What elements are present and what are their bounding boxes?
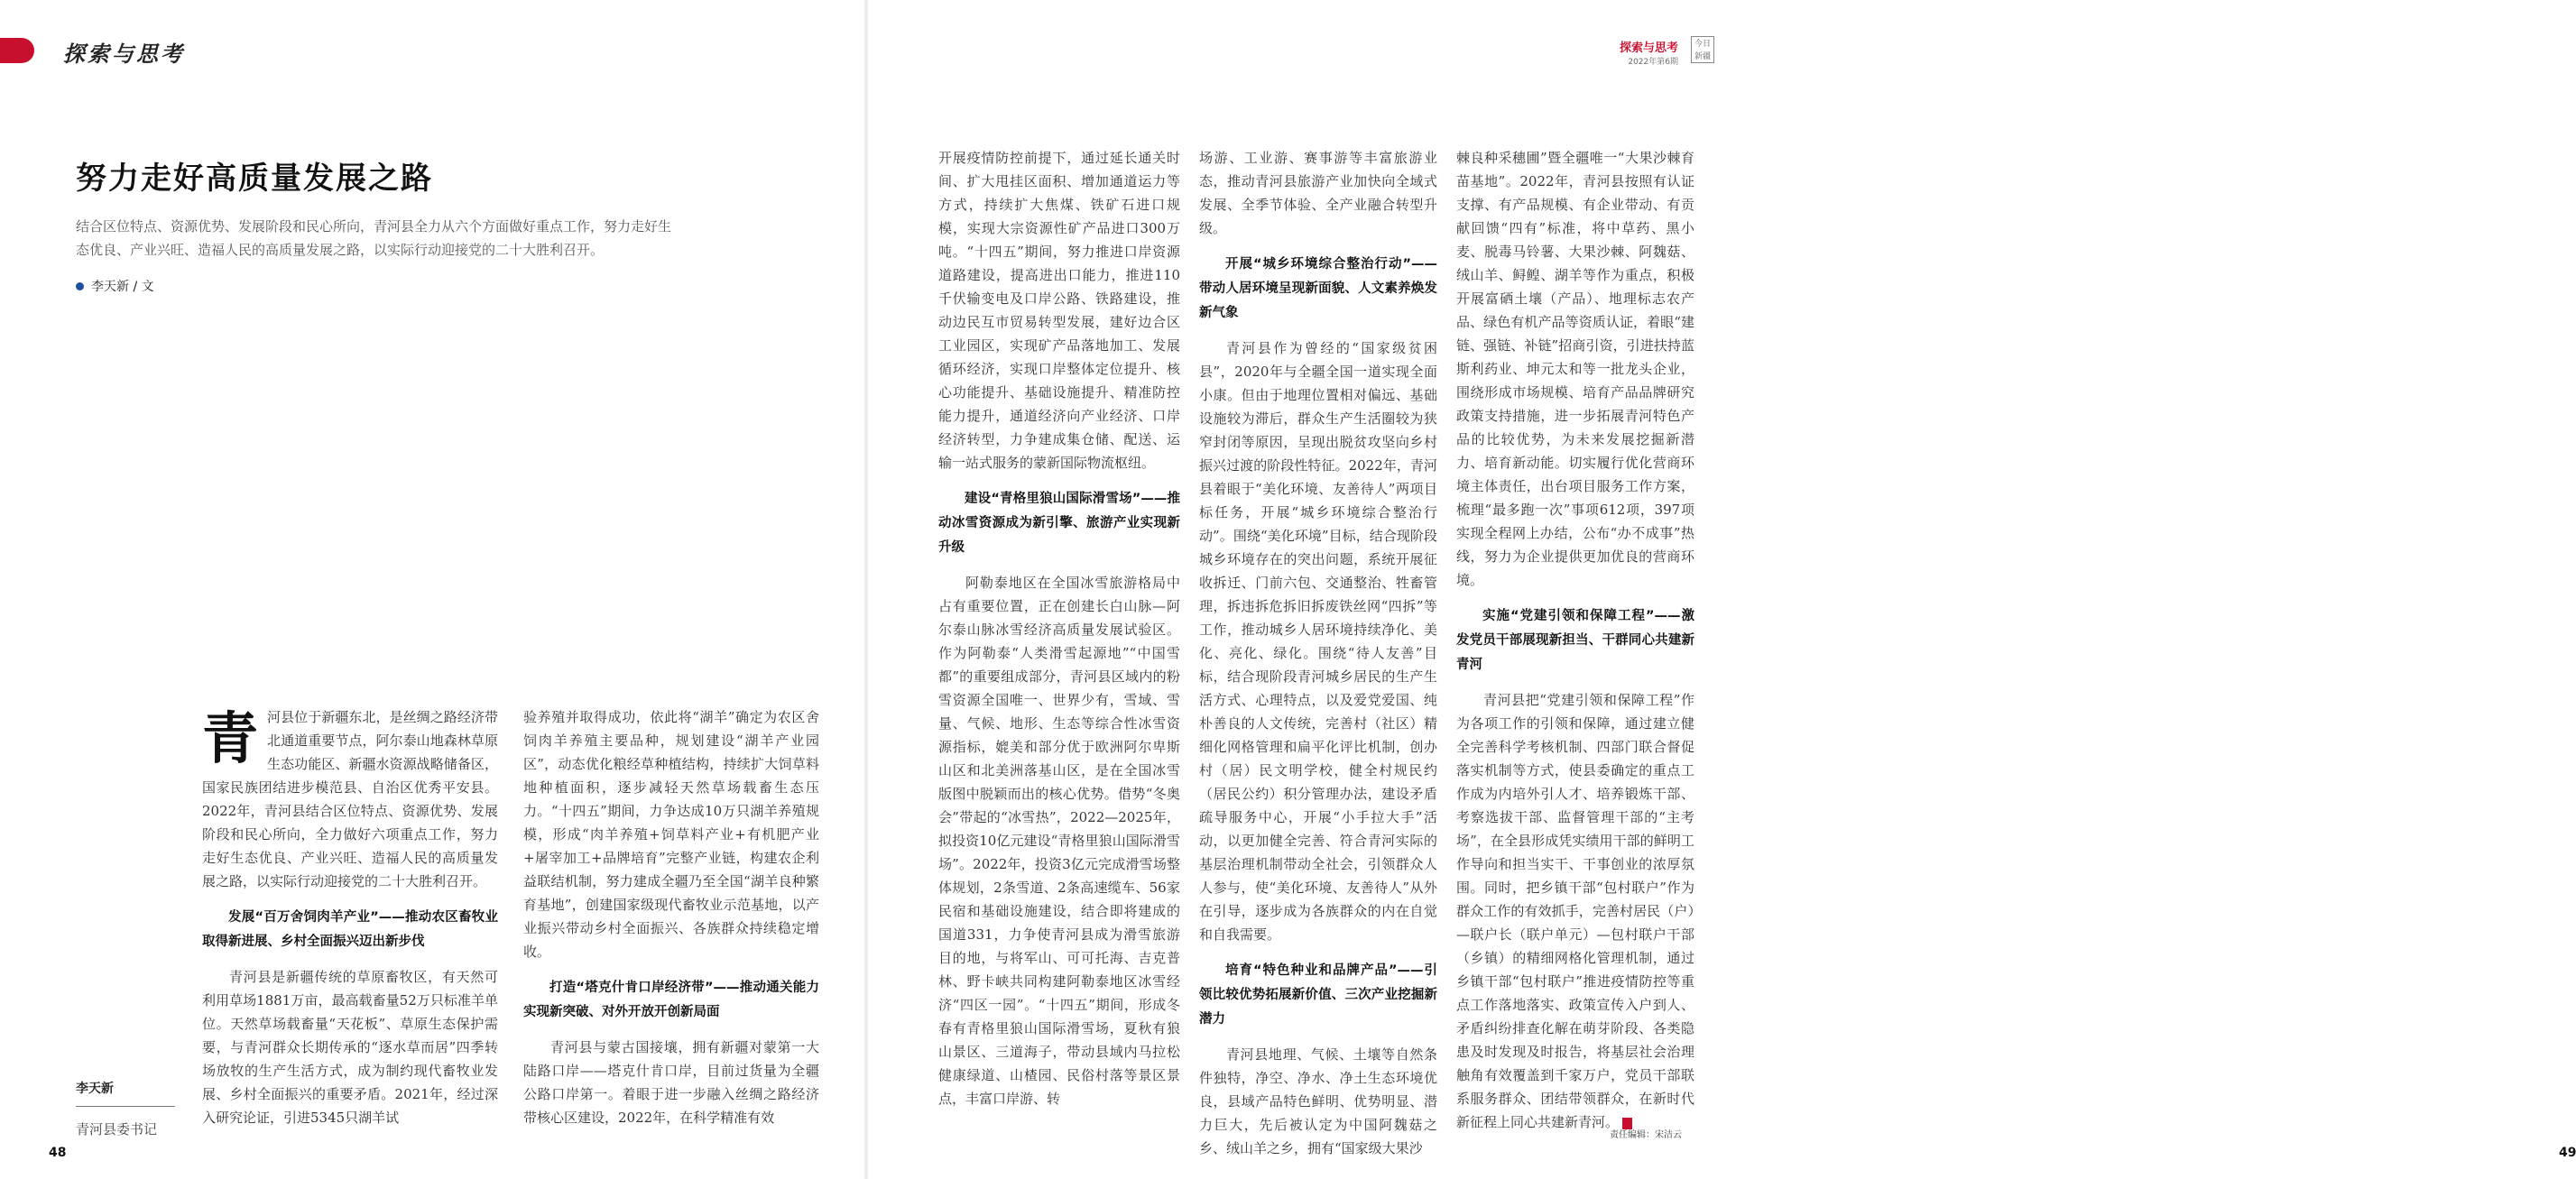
paragraph-2a: 青河县与蒙古国接壤，拥有新疆对蒙第一大陆路口岸——塔克什肯口岸，目前过货量为全疆公路口岸第一。着眼于进一步融入丝绸之路经济带核心区建设，2022年，在科学精准有效: [523, 1039, 819, 1126]
article-title: 努力走好高质量发展之路: [76, 161, 433, 197]
intro-text: 河县位于新疆东北，是丝绸之路经济带北通道重要节点，阿尔泰山地森林草原生态功能区、新疆水资源战略储备区，国家民族团结进步模范县、自治区优秀平安县。2022年，青河县结合区位特点、资源优势、发展阶段和民心所向，全力做好六项重点工作，努力走好生态优良、产业兴旺、造福人民的高质量发展之路，以实际行动迎接党的二十大胜利召开。: [202, 709, 498, 889]
page-number-right: 49: [2559, 1146, 2576, 1160]
editor-credit: 责任编辑：宋洁云: [1610, 1130, 1682, 1140]
page-number-left: 48: [49, 1146, 67, 1160]
byline: [76, 277, 154, 295]
author-role: 青河县委书记: [76, 1121, 158, 1138]
intro-paragraph: [202, 705, 498, 893]
paragraph-4: 青河县作为曾经的“国家级贫困县”，2020年与全疆全国一道实现全面小康。但由于地理位置相对偏远、基础设施较为滞后，群众生产生活圈较为狭窄封闭等原因，呈现出脱贫攻坚向乡村振兴过渡的阶段性特征。2022年，青河县着眼于“美化环境、友善待人”两项目标任务，开展“城乡环境综合整治行动”。围绕“美化环境”目标，结合现阶段城乡环境存在的突出问题，系统开展征收拆迁、门前六包、交通整治、牲畜管理，拆违拆危拆旧拆废铁丝网“四拆”等工作，推动城乡人居环境持续净化、美化、亮化、绿化。围绕“待人友善”目标，结合现阶段青河城乡居民的生产生活方式、心理特点，以及爱党爱国、纯朴善良的人文传统，完善村（社区）精细化网格管理和扁平化评比机制，创办村（居）民文明学校，健全村规民约（居民公约）积分管理办法，建设矛盾疏导服务中心，开展“小手拉大手”活动，以更加健全完善、符合青河实际的基层治理机制带动全社会，引领群众人人参与，使“美化环境、友善待人”从外在引导，逐步成为各族群众的内在自觉和自我需要。: [1199, 340, 1437, 943]
section-tab-marker: [0, 38, 34, 63]
subheading-2: 打造“塔克什肯口岸经济带”——推动通关能力实现新突破、对外开放开创新局面: [523, 981, 819, 1019]
column-right-1: [938, 146, 1180, 1110]
column-left-1: [202, 705, 498, 1129]
dropcap: 青: [202, 705, 259, 771]
paragraph-3b: 场游、工业游、赛事游等丰富旅游业态，推动青河县旅游产业加快向全域式发展、全季节体验、全产业融合转型升级。: [1199, 150, 1437, 236]
paragraph-6: [1456, 688, 1694, 1134]
left-page: [0, 0, 866, 1179]
spine-gutter: [864, 0, 868, 1179]
paragraph-1a: 青河县是新疆传统的草原畜牧区，有天然可利用草场1881万亩，最高载畜量52万只标准羊单位。天然草场载畜量“天花板”、草原生态保护需要，与青河群众长期传承的“逐水草而居”四季转场放牧的生产生活方式，成为制约现代畜牧业发展、乡村全面振兴的重要矛盾。2021年，经过深入研究论证，引进5345只湖羊试: [202, 969, 498, 1126]
section-label: 探索与思考: [63, 41, 185, 67]
paragraph-5a: 青河县地理、气候、土壤等自然条件独特，净空、净水、净土生态环境优良，县域产品特色鲜明、优势明显、潜力巨大，先后被认定为中国阿魏菇之乡、绒山羊之乡，拥有“国家级大果沙: [1199, 1046, 1437, 1156]
paragraph-2b: 开展疫情防控前提下，通过延长通关时间、扩大甩挂区面积、增加通道运力等方式，持续扩大焦煤、铁矿石进口规模，实现大宗资源性矿产品进口300万吨。“十四五”期间，努力推进口岸资源道路建设，提高进出口能力，推进110千伏输变电及口岸公路、铁路建设，推动边民互市贸易转型发展，建好边合区工业园区，实现矿产品落地加工、发展循环经济，实现口岸整体定位提升、核心功能提升、基础设施提升、精准防控能力提升，通道经济向产业经济、口岸经济转型，力争建成集仓储、配送、运输一站式服务的蒙新国际物流枢纽。: [938, 150, 1180, 471]
author-box: [76, 1079, 175, 1138]
subheading-3: 建设“青格里狼山国际滑雪场”——推动冰雪资源成为新引擎、旅游产业实现新升级: [938, 492, 1180, 555]
running-header-title: 探索与思考: [1619, 41, 1678, 55]
running-header: [1620, 38, 1678, 67]
article-lead: 结合区位特点、资源优势、发展阶段和民心所向，青河县全力从六个方面做好重点工作，努力走好生态优良、产业兴旺、造福人民的高质量发展之路，以实际行动迎接党的二十大胜利召开。: [76, 218, 672, 258]
subheading-5: 培育“特色种业和品牌产品”——引领比较优势拓展新价值、三次产业挖掘新潜力: [1199, 963, 1437, 1027]
subheading-1: 发展“百万舍饲肉羊产业”——推动农区畜牧业取得新进展、乡村全面振兴迈出新步伐: [202, 910, 498, 949]
subheading-4: 开展“城乡环境综合整治行动”——带动人居环境呈现新面貌、人文素养焕发新气象: [1199, 257, 1437, 320]
paragraph-1b: 验养殖并取得成功，依此将“湖羊”确定为农区舍饲肉羊养殖主要品种，规划建设“湖羊产业园区”，动态优化粮经草种植结构，持续扩大饲草料地种植面积，逐步减轻天然草场载畜生态压力。“十四五”期间，力争达成10万只湖羊养殖规模，形成“肉羊养殖+饲草料产业+有机肥产业+屠宰加工+品牌培育”完整产业链，构建农企利益联结机制，努力建成全疆乃至全国“湖羊良种繁育基地”，创建国家级现代畜牧业示范基地，以产业振兴带动乡村全面振兴、各族群众持续稳定增收。: [523, 709, 819, 960]
paragraph-6-text: 青河县把“党建引领和保障工程”作为各项工作的引领和保障，通过建立健全完善科学考核机制、四部门联合督促落实机制等方式，使县委确定的重点工作成为内培外引人才、培养锻炼干部、考察选拔干部、监督管理干部的“主考场”，在全县形成凭实绩用干部的鲜明工作导向和担当实干、干事创业的浓厚氛围。同时，把乡镇干部“包村联户”作为群众工作的有效抓手，完善村居民（户）—联户长（联户单元）—包村联户干部（乡镇）的精细网格化管理机制，通过乡镇干部“包村联户”推进疫情防控等重点工作落地落实、政策宣传入户到人、矛盾纠纷排查化解在萌芽阶段、各类隐患及时发现及时报告，将基层社会治理触角有效覆盖到千家万户，党员干部联系服务群众、团结带领群众，在新时代新征程上同心共建新青河。: [1456, 692, 1694, 1130]
byline-text: 李天新 / 文: [91, 280, 154, 294]
byline-dot-icon: [76, 282, 84, 290]
magazine-badge: 今日新疆: [1691, 36, 1714, 63]
running-header-issue: 2022年第6期: [1628, 58, 1678, 67]
subheading-6: 实施“党建引领和保障工程”——激发党员干部展现新担当、干群同心共建新青河: [1456, 609, 1694, 672]
column-left-2: [523, 705, 819, 1129]
column-right-3: [1456, 146, 1694, 1134]
author-name: 李天新: [76, 1079, 175, 1107]
end-mark-icon: [1622, 1118, 1632, 1129]
paragraph-3: 阿勒泰地区在全国冰雪旅游格局中占有重要位置，正在创建长白山脉—阿尔泰山脉冰雪经济高质量发展试验区。作为阿勒泰“人类滑雪起源地”“中国雪都”的重要组成部分，青河县区域内的粉雪资源全国唯一、世界少有，雪域、雪量、气候、地形、生态等综合性冰雪资源指标，媲美和部分优于欧洲阿尔卑斯山区和北美洲落基山区，是在全国冰雪版图中脱颖而出的核心优势。借势“冬奥会”带起的“冰雪热”，2022—2025年，拟投资10亿元建设“青格里狼山国际滑雪场”。2022年，投资3亿元完成滑雪场整体规划，2条雪道、2条高速缆车、56家民宿和基础设施建设，结合即将建成的国道331，力争使青河县成为滑雪旅游目的地，与将军山、可可托海、吉克普林、野卡峡共同构建阿勒泰地区冰雪经济“四区一园”。“十四五”期间，形成冬春有青格里狼山国际滑雪场，夏秋有狼山景区、三道海子，带动县域内马拉松健康绿道、山楂园、民俗村落等景区景点，丰富口岸游、转: [938, 575, 1180, 1107]
column-right-2: [1199, 146, 1437, 1160]
paragraph-5b: 棘良种采穗圃”暨全疆唯一“大果沙棘育苗基地”。2022年，青河县按照有认证支撑、有产品规模、有企业带动、有贡献回馈“四有”标准，将中草药、黑小麦、脱毒马铃薯、大果沙棘、阿魏菇、绒山羊、鲟鳇、湖羊等作为重点，积极开展富硒土壤（产品）、地理标志农产品、绿色有机产品等资质认证，着眼“建链、强链、补链”招商引资，引进扶持蓝斯利药业、坤元太和等一批龙头企业，围绕形成市场规模、培育产品品牌研究政策支持措施，进一步拓展青河特色产品的比较优势，为未来发展挖掘新潜力、培育新动能。切实履行优化营商环境主体责任，出台项目服务工作方案，梳理“最多跑一次”事项612项，397项实现全程网上办结，公布“办不成事”热线，努力为企业提供更加优良的营商环境。: [1456, 150, 1694, 588]
